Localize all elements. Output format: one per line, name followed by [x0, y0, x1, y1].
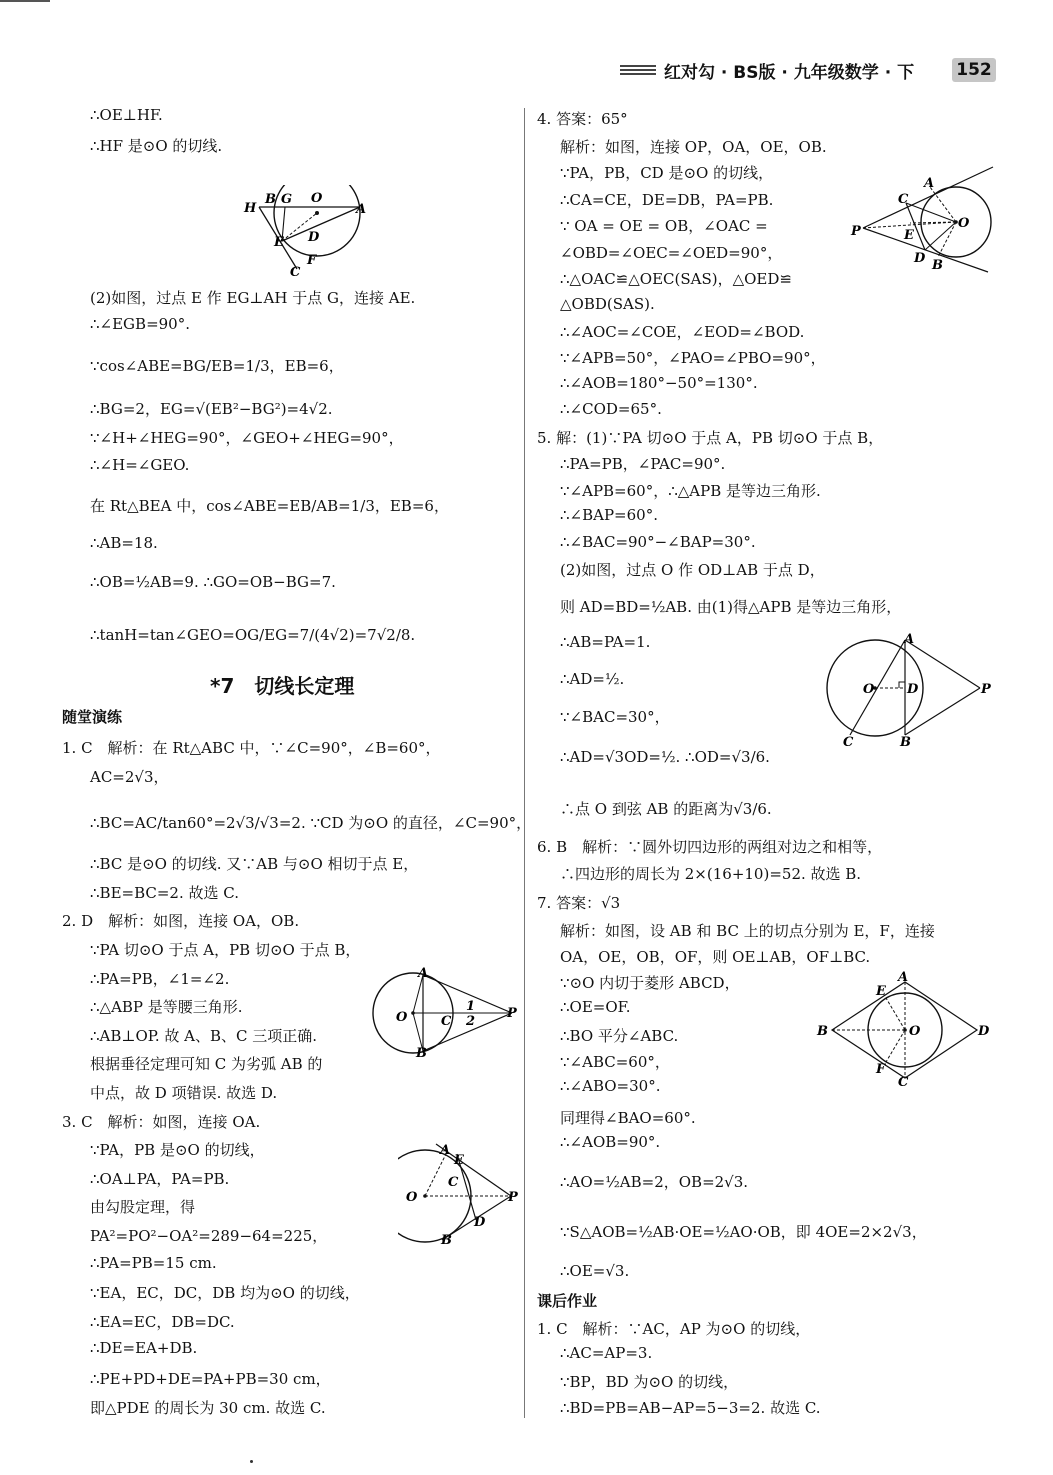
text-line: ∴OA⊥PA，PA=PB. — [90, 1170, 230, 1188]
fig-label: B — [441, 1233, 452, 1248]
text-line: ∴OE=OF. — [560, 998, 631, 1016]
text-line: △OBD(SAS). — [560, 295, 655, 313]
fig-label: O — [311, 191, 323, 206]
page-header — [620, 56, 1000, 86]
text-line: ∠OBD=∠OEC=∠OED=90°， — [560, 244, 783, 262]
fig-label: O — [396, 1010, 408, 1025]
figure-rhombus-incircle — [812, 970, 992, 1090]
text-line: ∴∠H=∠GEO. — [90, 456, 190, 474]
text-line: ∵EA，EC，DC，DB 均为⊙O 的切线， — [90, 1284, 360, 1302]
fig-label: C — [843, 735, 854, 750]
text-line: ∴PA=PB，∠1=∠2. — [90, 970, 230, 988]
fig-label: O — [909, 1024, 921, 1039]
fig-label: D — [914, 251, 926, 266]
section-title: *7 切线长定理 — [210, 674, 355, 698]
text-line: 1. C 解析：∵AC，AP 为⊙O 的切线， — [537, 1320, 811, 1338]
text-line: ∴tanH=tan∠GEO=OG/EG=7/(4√2)=7√2/8. — [90, 626, 416, 644]
text-line: ∴BD=PB=AB−AP=5−3=2. 故选 C. — [560, 1399, 821, 1417]
fig-label: P — [507, 1006, 517, 1021]
fig-label: C — [448, 1175, 459, 1190]
text-line: ∴HF 是⊙O 的切线. — [90, 137, 223, 155]
text-line: OA，OE，OB，OF，则 OE⊥AB，OF⊥BC. — [560, 948, 871, 966]
text-line: ∴PA=PB=15 cm. — [90, 1254, 217, 1272]
figure-distance-to-chord — [825, 630, 995, 750]
fig-label: A — [418, 966, 429, 981]
text-line: 同理得∠BAO=60°. — [560, 1109, 696, 1127]
text-line: ∵∠APB=50°，∠PAO=∠PBO=90°， — [560, 349, 826, 367]
text-line: 3. C 解析：如图，连接 OA. — [62, 1113, 261, 1131]
text-line: ∵PA，PB，CD 是⊙O 的切线， — [560, 164, 774, 182]
text-line: 根据垂径定理可知 C 为劣弧 AB 的 — [90, 1055, 323, 1073]
text-line: ∴AD=√3OD=½. ∴OD=√3/6. — [560, 748, 770, 766]
fig-label: O — [863, 682, 875, 697]
fig-label: P — [981, 682, 991, 697]
stray-dot — [250, 1460, 253, 1463]
fig-label: E — [274, 235, 284, 250]
text-line: ∴点 O 到弦 AB 的距离为√3/6. — [560, 800, 772, 818]
top-rule — [0, 0, 50, 2]
text-line: ∴PA=PB，∠PAC=90°. — [560, 455, 726, 473]
fig-label: B — [416, 1046, 427, 1060]
fig-label: A — [440, 1143, 451, 1158]
fig-label: P — [508, 1190, 518, 1205]
text-line: ∵∠ABC=60°， — [560, 1053, 670, 1071]
text-line: ∴AD=½. — [560, 670, 625, 688]
fig-label: F — [307, 253, 317, 268]
text-line: ∴△ABP 是等腰三角形. — [90, 998, 243, 1016]
subsection-heading: 随堂演练 — [62, 708, 123, 726]
text-line: ∴∠BAC=90°−∠BAP=30°. — [560, 533, 756, 551]
text-line: ∵∠APB=60°，∴△APB 是等边三角形. — [560, 482, 821, 500]
text-line: ∴OB=½AB=9. ∴GO=OB−BG=7. — [90, 573, 336, 591]
text-line: 1. C 解析：在 Rt△ABC 中，∵∠C=90°，∠B=60°， — [62, 739, 441, 757]
text-line: (2)如图，过点 O 作 OD⊥AB 于点 D， — [560, 561, 825, 579]
fig-label: B — [817, 1024, 828, 1039]
fig-label: D — [474, 1215, 486, 1230]
fig-label: D — [978, 1024, 990, 1039]
page-number: 152 — [952, 58, 996, 82]
text-line: ∴AB=PA=1. — [560, 633, 651, 651]
text-line: 5. 解：(1)∵PA 切⊙O 于点 A，PB 切⊙O 于点 B， — [537, 429, 884, 447]
text-line: 解析：如图，设 AB 和 BC 上的切点分别为 E，F，连接 — [560, 922, 935, 940]
fig-label: C — [898, 192, 909, 207]
text-line: ∴∠EGB=90°. — [90, 315, 190, 333]
subsection-heading: 课后作业 — [537, 1292, 598, 1310]
text-line: ∴四边形的周长为 2×(16+10)=52. 故选 B. — [560, 865, 862, 883]
fig-label: E — [454, 1153, 464, 1168]
text-line: ∵ OA = OE = OB，∠OAC = — [560, 217, 768, 235]
fig-label: A — [898, 970, 909, 985]
figure-triangle-pde — [398, 1140, 523, 1248]
text-line: AC=2√3， — [90, 768, 169, 786]
text-line: 解析：如图，连接 OP，OA，OE，OB. — [560, 138, 827, 156]
text-line: 在 Rt△BEA 中，cos∠ABE=EB/AB=1/3，EB=6， — [90, 497, 449, 515]
fig-label: A — [924, 176, 935, 191]
fig-label: A — [904, 632, 915, 647]
figure-tangents-pa-pb — [368, 965, 523, 1060]
text-line: ∵BP，BD 为⊙O 的切线， — [560, 1373, 739, 1391]
fig-label: C — [290, 265, 301, 280]
text-line: ∴BE=BC=2. 故选 C. — [90, 884, 239, 902]
figure-tangent-hf — [235, 185, 375, 283]
text-line: ∴OE⊥HF. — [90, 106, 163, 124]
fig-label: F — [876, 1062, 886, 1077]
fig-label: E — [876, 984, 886, 999]
text-line: (2)如图，过点 E 作 EG⊥AH 于点 G，连接 AE. — [90, 289, 416, 307]
text-line: ∵⊙O 内切于菱形 ABCD， — [560, 974, 740, 992]
fig-label: E — [904, 228, 914, 243]
fig-label: A — [356, 202, 367, 217]
fig-label: O — [958, 216, 970, 231]
text-line: 4. 答案：65° — [537, 110, 628, 128]
text-line: ∴∠AOB=180°−50°=130°. — [560, 374, 758, 392]
text-line: ∵cos∠ABE=BG/EB=1/3，EB=6， — [90, 357, 344, 375]
text-line: ∴EA=EC，DB=DC. — [90, 1313, 235, 1331]
text-line: ∴OE=√3. — [560, 1262, 630, 1280]
column-divider — [524, 108, 525, 1418]
text-line: ∵S△AOB=½AB·OE=½AO·OB，即 4OE=2×2√3， — [560, 1223, 927, 1241]
fig-label: O — [406, 1190, 418, 1205]
fig-label: C — [441, 1014, 452, 1029]
text-line: ∴PE+PD+DE=PA+PB=30 cm， — [90, 1370, 331, 1388]
fig-label: B — [932, 258, 943, 273]
header-title: 红对勾 · BS版 · 九年级数学 · 下 — [664, 63, 915, 83]
text-line: 由勾股定理，得 — [90, 1198, 196, 1216]
text-line: ∴AB=18. — [90, 534, 158, 552]
figure-angle-cod — [848, 165, 998, 275]
text-line: ∴△OAC≌△OEC(SAS)，△OED≌ — [560, 270, 792, 288]
text-line: 即△PDE 的周长为 30 cm. 故选 C. — [90, 1399, 326, 1417]
text-line: ∴DE=EA+DB. — [90, 1339, 198, 1357]
text-line: PA²=PO²−OA²=289−64=225， — [90, 1227, 328, 1245]
text-line: ∴AO=½AB=2，OB=2√3. — [560, 1173, 749, 1191]
text-line: ∴BC=AC/tan60°=2√3/√3=2. ∵CD 为⊙O 的直径，∠C=90°， — [90, 814, 532, 832]
text-line: ∵PA，PB 是⊙O 的切线， — [90, 1141, 265, 1159]
header-lines-icon — [620, 65, 656, 77]
text-line: ∴AC=AP=3. — [560, 1344, 653, 1362]
text-line: 中点，故 D 项错误. 故选 D. — [90, 1084, 278, 1102]
fig-label: B — [265, 192, 276, 207]
text-line: 6. B 解析：∵圆外切四边形的两组对边之和相等， — [537, 838, 883, 856]
fig-label: B — [900, 735, 911, 750]
text-line: ∴∠AOB=90°. — [560, 1133, 661, 1151]
text-line: ∴CA=CE，DE=DB，PA=PB. — [560, 191, 774, 209]
fig-label: C — [898, 1075, 909, 1090]
text-line: ∴AB⊥OP. 故 A、B、C 三项正确. — [90, 1027, 318, 1045]
text-line: ∵PA 切⊙O 于点 A，PB 切⊙O 于点 B， — [90, 941, 361, 959]
text-line: ∴BG=2，EG=√(EB²−BG²)=4√2. — [90, 400, 333, 418]
text-line: ∴∠ABO=30°. — [560, 1077, 661, 1095]
fig-label: D — [308, 230, 320, 245]
fig-label: D — [907, 682, 919, 697]
text-line: ∴BO 平分∠ABC. — [560, 1027, 679, 1045]
text-line: ∴∠COD=65°. — [560, 400, 662, 418]
fig-label: 2 — [466, 1014, 476, 1029]
text-line: 则 AD=BD=½AB. 由(1)得△APB 是等边三角形， — [560, 598, 902, 616]
text-line: 7. 答案：√3 — [537, 894, 621, 912]
text-line: 2. D 解析：如图，连接 OA，OB. — [62, 912, 300, 930]
text-line: ∵∠H+∠HEG=90°，∠GEO+∠HEG=90°， — [90, 429, 404, 447]
fig-label: 1 — [466, 999, 476, 1014]
text-line: ∴∠AOC=∠COE，∠EOD=∠BOD. — [560, 323, 805, 341]
text-line: ∴∠BAP=60°. — [560, 506, 658, 524]
text-line: ∴BC 是⊙O 的切线. 又∵AB 与⊙O 相切于点 E， — [90, 855, 419, 873]
fig-label: P — [851, 224, 861, 239]
fig-label: G — [281, 192, 293, 207]
text-line: ∵∠BAC=30°， — [560, 708, 670, 726]
fig-label: H — [244, 201, 257, 216]
